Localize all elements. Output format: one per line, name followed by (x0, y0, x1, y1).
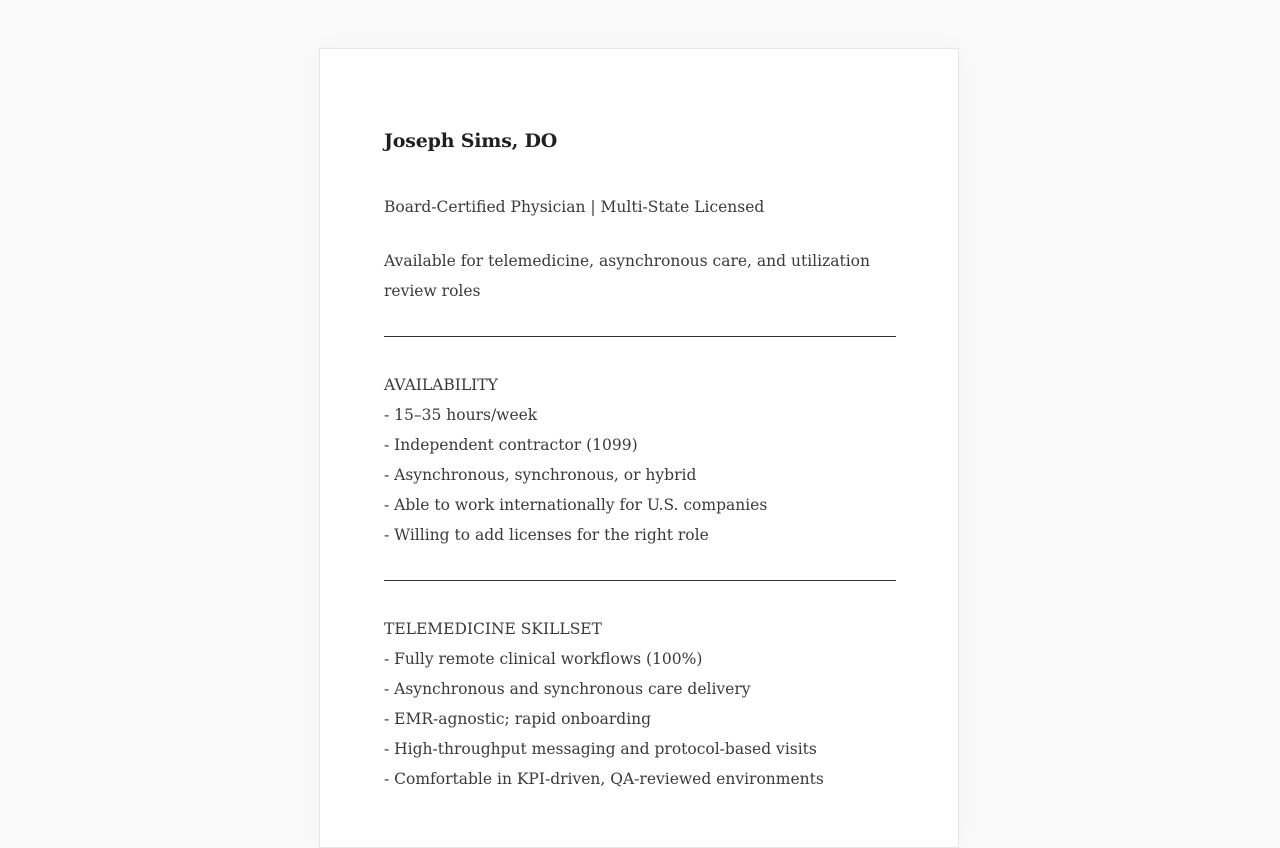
section-divider (384, 336, 896, 337)
list-item: - Able to work internationally for U.S. companies (384, 496, 768, 514)
list-item: - Comfortable in KPI-driven, QA-reviewed environments (384, 770, 824, 788)
list-item: - High-throughput messaging and protocol-based visits (384, 740, 817, 758)
resume-page (319, 48, 959, 848)
skillset-list (384, 644, 896, 794)
telemedicine-skillset-section (384, 614, 896, 794)
availability-list (384, 400, 896, 550)
list-item: - Asynchronous, synchronous, or hybrid (384, 466, 697, 484)
list-item: - Willing to add licenses for the right role (384, 526, 709, 544)
availability-section (384, 370, 896, 550)
resume-name: Joseph Sims, DO (384, 130, 558, 152)
list-item: - Independent contractor (1099) (384, 436, 638, 454)
list-item: - Fully remote clinical workflows (100%) (384, 650, 703, 668)
section-divider (384, 580, 896, 581)
section-heading: TELEMEDICINE SKILLSET (384, 620, 602, 638)
resume-subtitle: Board-Certified Physician | Multi-State Licensed (384, 198, 765, 216)
list-item: - Asynchronous and synchronous care delivery (384, 680, 751, 698)
list-item: - 15–35 hours/week (384, 406, 538, 424)
section-heading: AVAILABILITY (384, 376, 498, 394)
resume-summary: Available for telemedicine, asynchronous care, and utilization review roles (384, 252, 870, 300)
list-item: - EMR-agnostic; rapid onboarding (384, 710, 652, 728)
